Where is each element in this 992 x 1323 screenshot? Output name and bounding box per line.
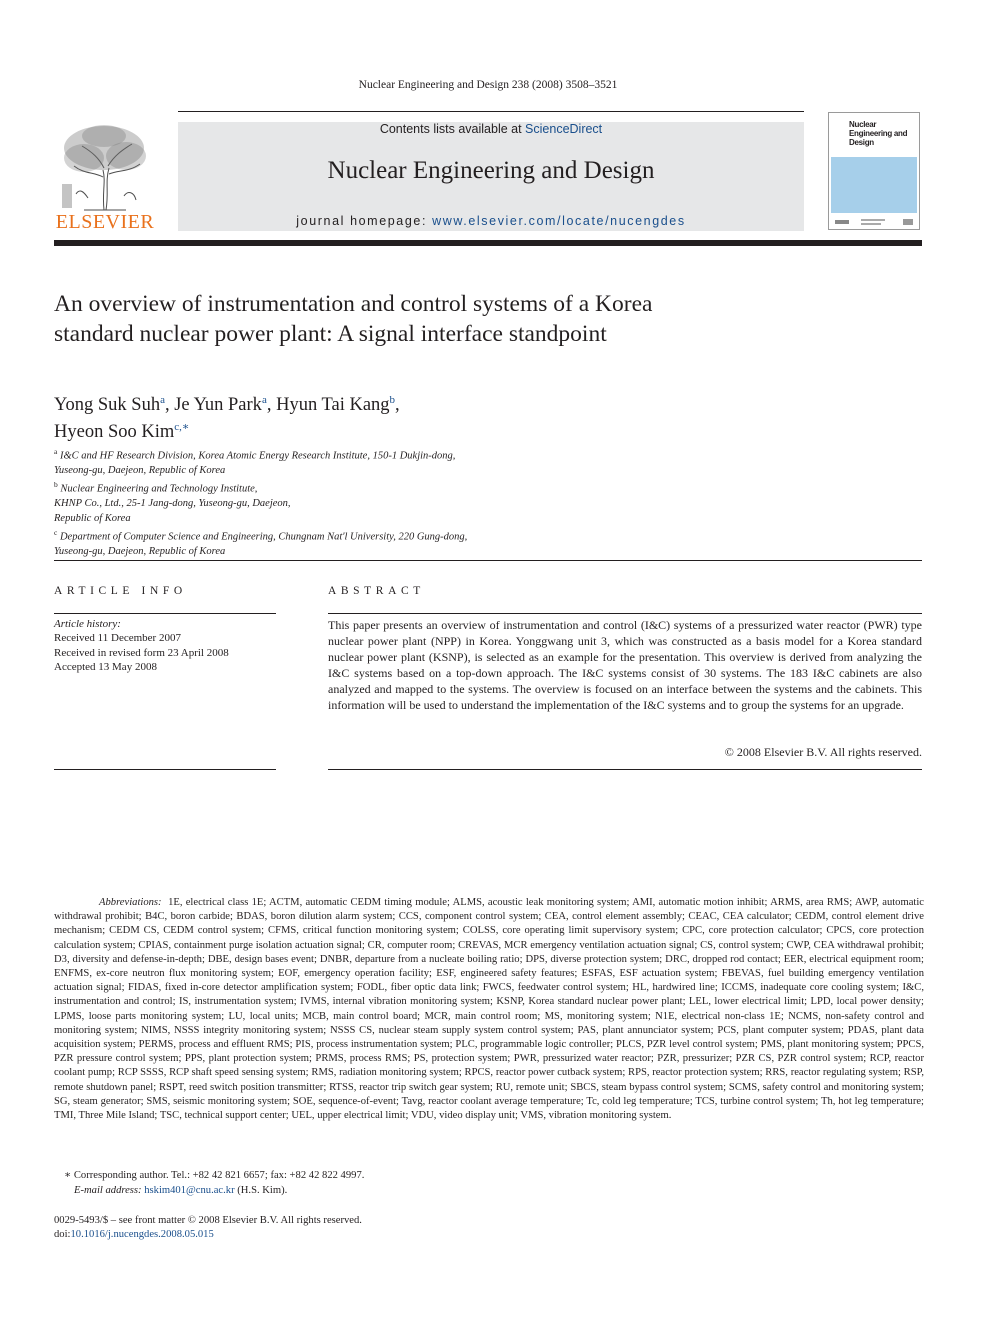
affiliation-line: Department of Computer Science and Engineering, Chungnam Nat'l University, 220 Gung-dong, <box>59 531 468 543</box>
affiliation-c <box>54 526 674 559</box>
affiliation-line: Nuclear Engineering and Technology Institute, <box>60 483 258 495</box>
affiliation-marker: b <box>54 480 58 490</box>
elsevier-tree-icon <box>54 122 156 214</box>
email-suffix: (H.S. Kim). <box>234 1185 288 1196</box>
masthead-rule <box>54 240 922 246</box>
elsevier-wordmark: ELSEVIER <box>55 211 155 233</box>
article-title: An overview of instrumentation and control systems of a Korea standard nuclear power plant: A signal interface standpoint <box>54 291 653 347</box>
abstract-text: This paper presents an overview of instrumentation and control (I&C) systems of a pressurized water reactor (PWR) type nuclear power plant (NPP) in Korea. Yonggwang unit 3, which was constructed as a basis model for a Korea standard nuclear power plant (KSNP), is selected as an example for the presentation. This overview is derived from analyzing the I&C systems based on a top-down approach. The I&C systems consist of 30 systems. The 183 I&C cabinets are also analyzed and mapped to the systems. The overview is focused on an interface between the systems and the cabinets. This information will be used to understand the implementation of the I&C systems and to group the systems for an upgrade. <box>328 618 922 712</box>
article-info-rule-bottom <box>54 769 276 770</box>
doi-prefix: doi: <box>54 1229 71 1241</box>
author-affiliation-marker[interactable]: a <box>261 394 267 406</box>
article-info-rule <box>54 613 276 614</box>
affiliation-line: Republic of Korea <box>54 512 131 524</box>
cover-image <box>831 157 917 213</box>
affiliation-a <box>54 445 674 478</box>
abbreviations-label: Abbreviations: <box>99 897 162 908</box>
article-info-heading: ARTICLE INFO <box>54 585 187 597</box>
abbreviations-footnote <box>54 896 924 1123</box>
email-link[interactable]: hskim401@cnu.ac.kr <box>144 1185 235 1196</box>
article-history <box>54 617 284 675</box>
journal-banner <box>178 122 804 231</box>
affiliation-line: Yuseong-gu, Daejeon, Republic of Korea <box>54 545 226 557</box>
author-list <box>54 389 674 443</box>
history-accepted: Accepted 13 May 2008 <box>54 661 157 674</box>
running-head: Nuclear Engineering and Design 238 (2008) 3508–3521 <box>358 79 618 91</box>
sciencedirect-link[interactable]: ScienceDirect <box>525 122 603 136</box>
abbreviations-text: 1E, electrical class 1E; ACTM, automatic CEDM timing module; ALMS, acoustic leak monitoring system; AMI, automatic motion inhibit; ARMS, area RMS; AWP, automatic withdrawal prohibit; B4C, boron carbide; BDAS, boron dilution alarm system; CCS, component control system; CEA, control element assembly; CEAC, CEA calculator; CEDM, control element drive mechanism; CEDM CS, CEDM control system; CFMS, critical function monitoring system; COLSS, core operating limit supervisory system; CPC, core protection calculator; CPCS, core protection calculation system; CPIAS, containment purge isolation actuation signal; CR, computer room; CREVAS, MCR emergency ventilation actuation signal; CS, control system; CWP, CEA withdrawal prohibit; D3, diversity and defense-in-depth; DBE, design bases event; DNBR, departure from a nucleate boiling ratio; DPS, diverse protection system; DRC, dropped rod contact; EER, electrical equipment room; ENFMS, ex-core neutron flux monitoring system; EOF, emergency operation facility; ESF, engineered safety features; ESFAS, ESF actuation system; FBEVAS, fuel building emergency ventilation actuation signal; FIDAS, fixed in-core detector amplification system; FODL, fiber optic data link; FWCS, feedwater control system; HL, hardwired line; ICCMS, inadequate core cooling system; I&C, instrumentation and control; IS, instrumentation system; IVMS, internal vibration monitoring system; KSNP, Korea standard nuclear power plant; LEL, lower electrical limit; LPD, local power density; LPMS, loose parts monitoring system; LU, local units; MCB, main control board; MCR, main control room; MS, monitoring system; N1E, electrical non-class 1E; NCMS, non-safety control and monitoring system; NIMS, NSSS integrity monitoring system; NSSS CS, nuclear steam supply system control system; PAS, plant annunciator system; PCS, plant computer system; PDAS, plant data acquisition system; PERMS, process and effluent RMS; PIS, process instrumentation system; PLC, programmable logic controller; PLCS, PZR level control system; PMS, plant monitoring system; PPCS, PZR pressure control system; PPS, plant protection system; PRMS, process RMS; PS, protection system; PWR, pressurized water reactor; PZR, pressurizer; PZR CS, PZR control system; RCP, reactor coolant pump; RCP SSSS, RCP shaft speed sensing system; RMS, radiation monitoring system; RPCS, reactor power cutback system; RPS, reactor protection system; RRS, reactor regulating system; RSP, remote shutdown panel; RSPT, reed switch position transmitter; RTSS, reactor trip switch gear system; RU, remote unit; SBCS, steam bypass control system; SCMS, safety control and monitoring system; SG, steam generator; SMS, seismic monitoring system; SOE, sequence-of-event; Tavg, reactor coolant average temperature; Tc, cold leg temperature; TCS, turbine control system; Th, hot leg temperature; TMI, Three Mile Island; TSC, technical support center; UEL, upper electrical limit; VDU, video display unit; VMS, vibration monitoring system. <box>54 897 925 1122</box>
abstract-heading: ABSTRACT <box>328 585 425 597</box>
author-name: Hyeon Soo Kim <box>54 422 175 443</box>
cover-footer-icon <box>831 217 917 227</box>
affiliation-line: Yuseong-gu, Daejeon, Republic of Korea <box>54 464 226 476</box>
issn-line: 0029-5493/$ – see front matter © 2008 Elsevier B.V. All rights reserved. <box>54 1215 362 1226</box>
author-affiliation-marker[interactable]: a <box>160 394 165 406</box>
author-affiliation-marker[interactable]: c,∗ <box>174 421 190 434</box>
author-separator: , <box>395 395 400 416</box>
affiliation-line: I&C and HF Research Division, Korea Atomic Energy Research Institute, 150-1 Dukjin-dong, <box>59 450 456 462</box>
abstract-copyright: © 2008 Elsevier B.V. All rights reserved. <box>724 745 922 759</box>
author-separator: , <box>266 395 277 416</box>
contents-line <box>178 122 804 136</box>
author-name: Yong Suk Suh <box>54 395 161 416</box>
corresponding-author-footnote: ∗ Corresponding author. Tel.: +82 42 821 6657; fax: +82 42 822 4997. <box>64 1170 365 1181</box>
journal-title: Nuclear Engineering and Design <box>327 157 655 184</box>
abstract-rule-bottom <box>328 769 922 770</box>
author-name: Hyun Tai Kang <box>276 395 390 416</box>
article-history-label: Article history: <box>54 618 121 630</box>
email-footnote <box>74 1184 934 1198</box>
homepage-prefix: journal homepage: <box>296 214 433 228</box>
abstract-rule <box>328 613 922 614</box>
affiliation-marker: a <box>54 447 58 456</box>
author-affiliation-marker[interactable]: b <box>389 394 396 406</box>
history-received: Received 11 December 2007 <box>54 632 181 645</box>
section-rule <box>54 560 922 561</box>
elsevier-logo <box>54 122 156 234</box>
contents-prefix: Contents lists available at <box>379 122 526 136</box>
author-separator: , <box>164 395 175 416</box>
doi-link[interactable]: 10.1016/j.nucengdes.2008.05.015 <box>70 1229 214 1241</box>
journal-homepage <box>178 214 804 228</box>
affiliation-b <box>54 478 674 526</box>
history-revised: Received in revised form 23 April 2008 <box>54 646 229 659</box>
affiliation-line: KHNP Co., Ltd., 25-1 Jang-dong, Yuseong-gu, Daejeon, <box>54 498 291 510</box>
front-matter <box>54 1214 654 1242</box>
header-rule <box>178 111 804 112</box>
journal-cover-thumbnail <box>828 112 920 230</box>
doi-line <box>54 1228 654 1242</box>
affiliation-marker: c <box>54 528 58 538</box>
author-name: Je Yun Park <box>174 395 262 416</box>
affiliations <box>54 445 674 559</box>
homepage-link[interactable]: www.elsevier.com/locate/nucengdes <box>432 214 686 228</box>
cover-title: Nuclear Engineering and Design <box>849 120 908 147</box>
email-label: E-mail address: <box>74 1185 145 1196</box>
